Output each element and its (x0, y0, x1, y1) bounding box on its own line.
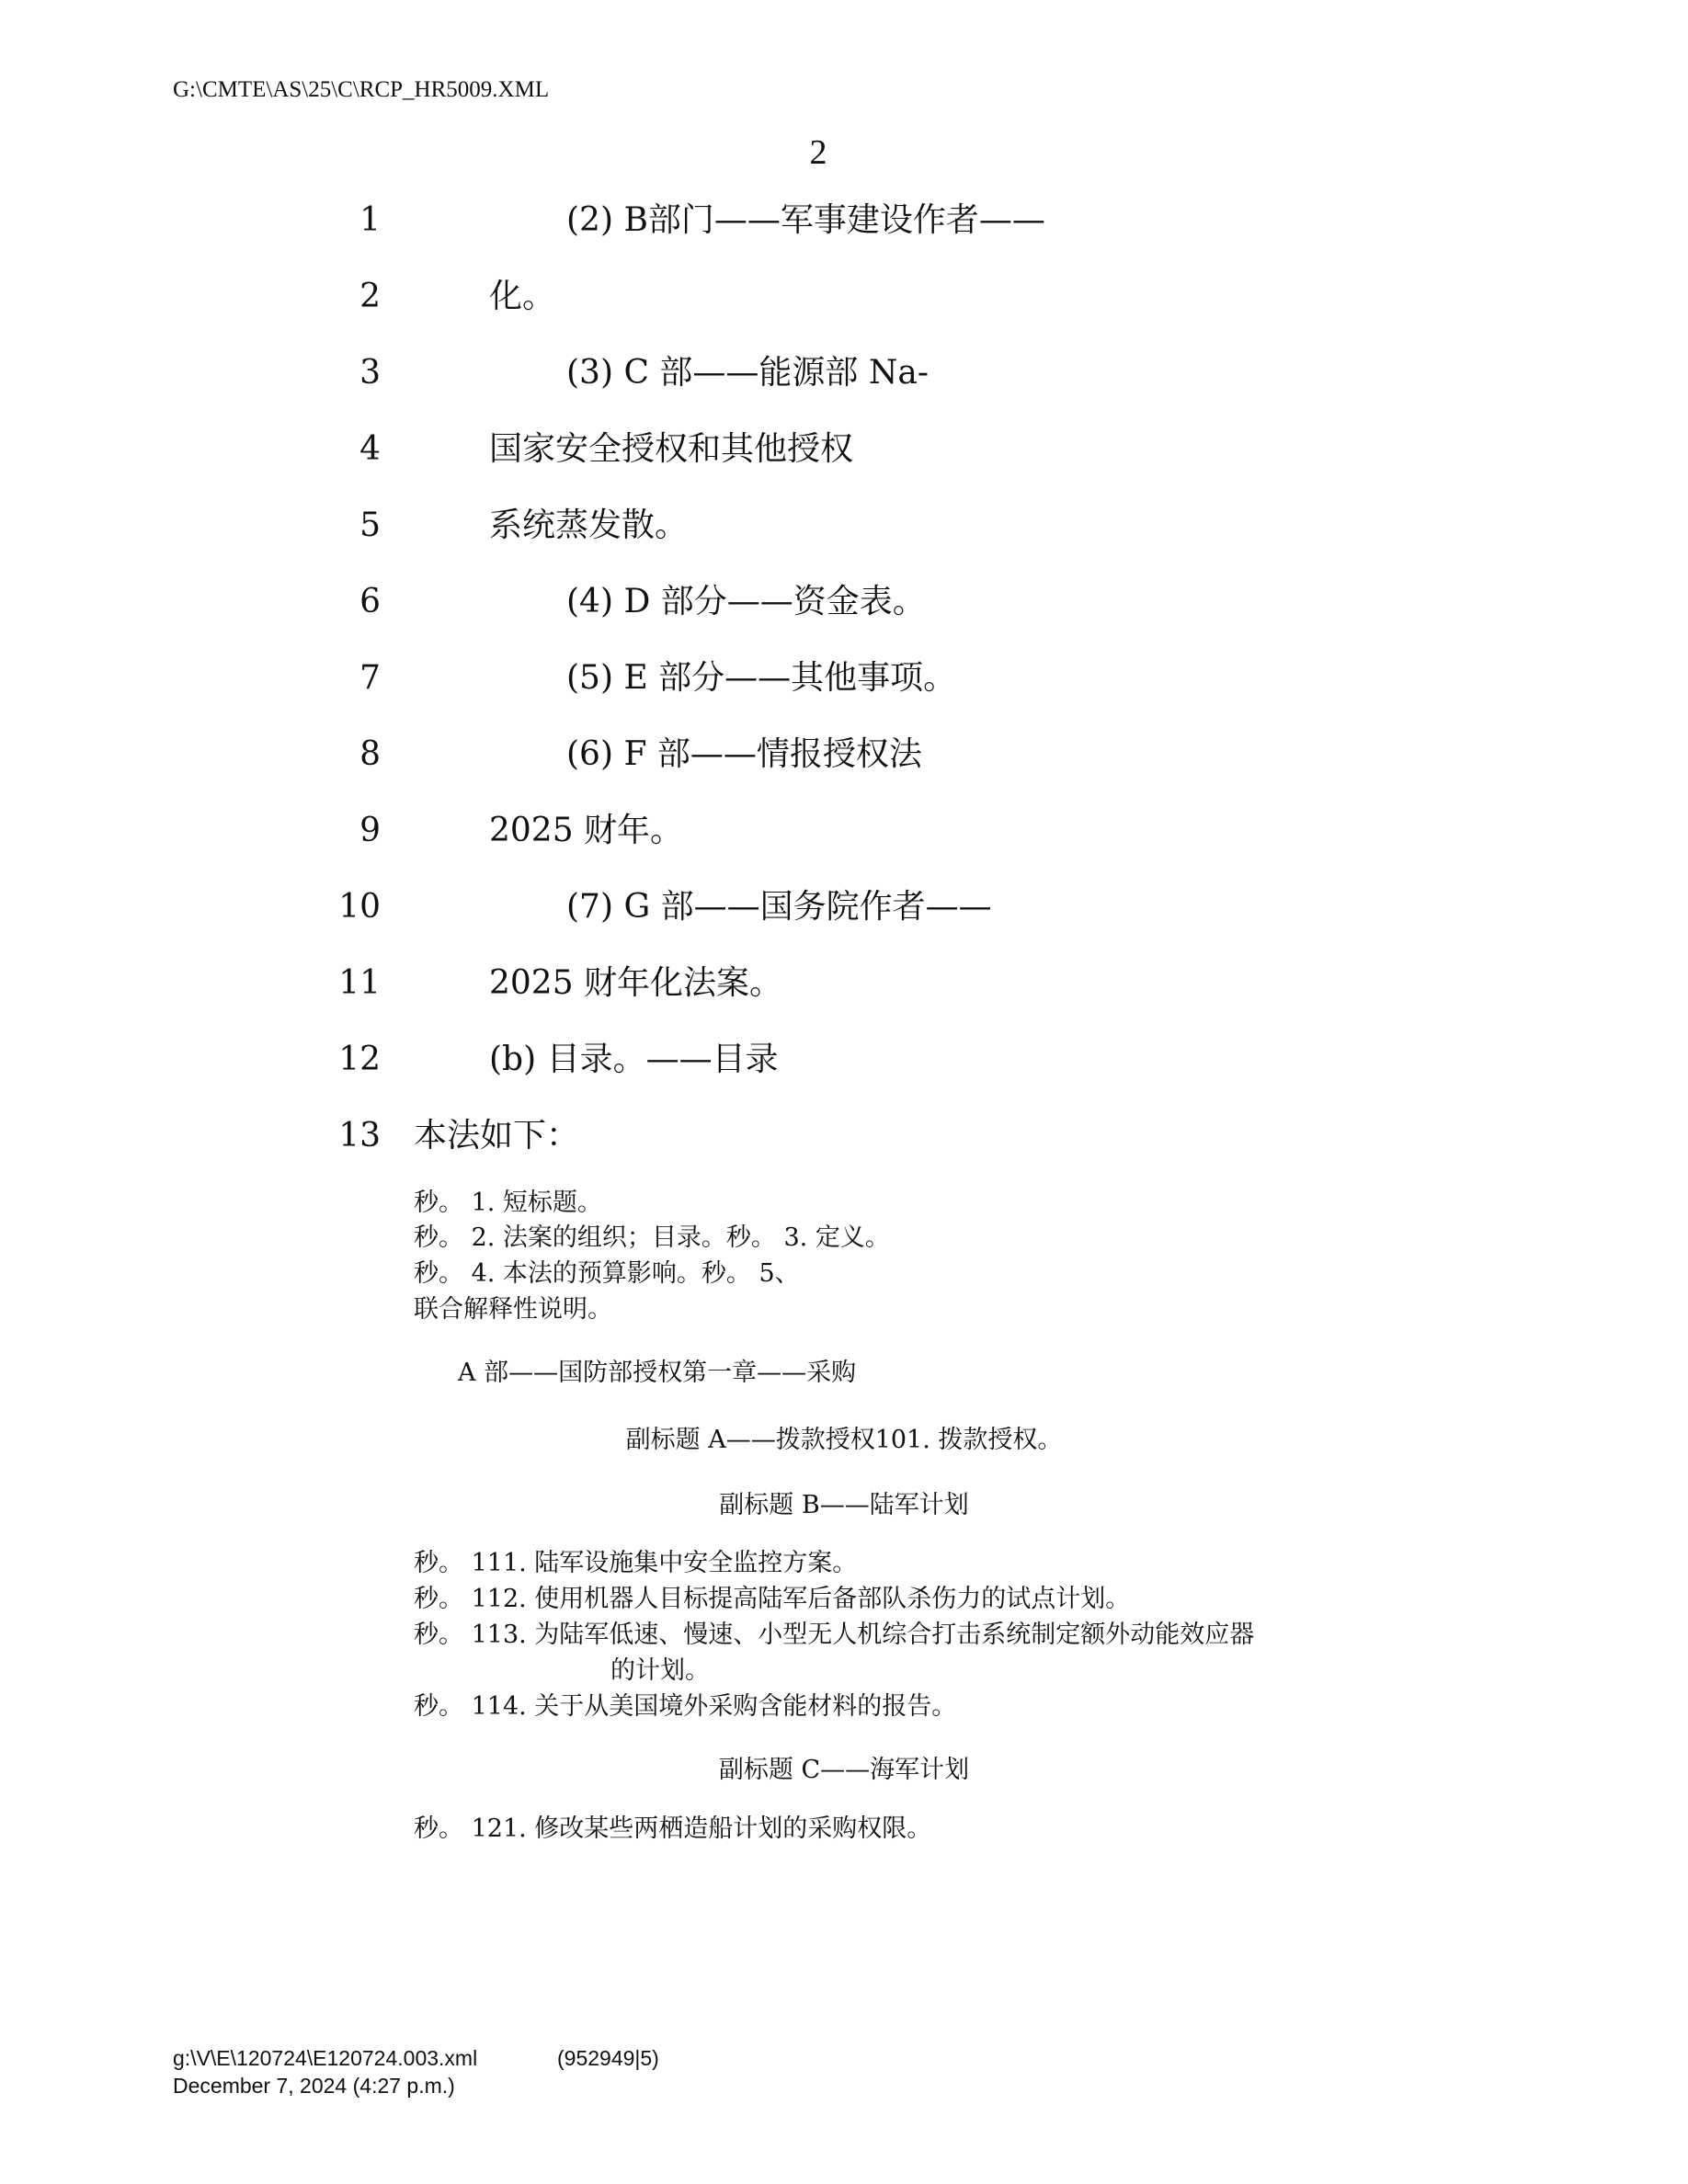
toc-division-heading: A 部——国防部授权第一章——采购 (458, 1359, 857, 1387)
footer-document-id: (952949|5) (557, 2046, 659, 2070)
line-number: 5 (359, 506, 381, 544)
line-number: 8 (359, 735, 381, 773)
toc-entry: 秒。 111. 陆军设施集中安全监控方案。 (414, 1549, 858, 1577)
line-text: 国家安全授权和其他授权 (489, 430, 854, 468)
footer-file-path: g:\V\E\120724\E120724.003.xml (173, 2046, 478, 2070)
toc-entry: 秒。 1. 短标题。 (414, 1189, 602, 1217)
toc-subtitle-a: 副标题 A——拨款授权101. 拨款授权。 (625, 1426, 1063, 1454)
line-number: 12 (338, 1041, 381, 1078)
toc-entry: 秒。 121. 修改某些两栖造船计划的采购权限。 (414, 1814, 932, 1843)
line-text: (6) F 部——情报授权法 (566, 735, 922, 773)
toc-entry: 联合解释性说明。 (414, 1295, 612, 1324)
toc-entry: 秒。 114. 关于从美国境外采购含能材料的报告。 (414, 1692, 957, 1721)
line-text: (b) 目录。——目录 (489, 1041, 779, 1078)
line-text: 本法如下： (414, 1117, 580, 1155)
line-number: 3 (359, 354, 381, 392)
line-number: 2 (359, 278, 381, 315)
file-path-header: G:\CMTE\AS\25\C\RCP_HR5009.XML (173, 77, 550, 102)
line-number: 1 (359, 201, 381, 239)
footer-date: December 7, 2024 (4:27 p.m.) (173, 2074, 455, 2098)
toc-subtitle-c: 副标题 C——海军计划 (718, 1756, 970, 1784)
line-text: (7) G 部——国务院作者—— (566, 888, 992, 926)
toc-subtitle-b: 副标题 B——陆军计划 (719, 1491, 969, 1519)
line-text: 化。 (489, 278, 556, 315)
line-number: 9 (359, 812, 381, 849)
line-text: 2025 财年化法案。 (489, 964, 783, 1002)
line-number: 6 (359, 583, 381, 620)
line-number: 11 (338, 964, 381, 1002)
line-text: (2) B部门——军事建设作者—— (566, 201, 1045, 239)
toc-entry: 秒。 112. 使用机器人目标提高陆军后备部队杀伤力的试点计划。 (414, 1585, 1131, 1613)
toc-entry: 秒。 4. 本法的预算影响。秒。 5、 (414, 1259, 800, 1288)
line-text: (3) C 部——能源部 Na- (566, 354, 929, 392)
line-number: 4 (359, 430, 381, 468)
toc-entry: 秒。 113. 为陆军低速、慢速、小型无人机综合打击系统制定额外动能效应器 (414, 1621, 1255, 1649)
toc-entry-continuation: 的计划。 (610, 1656, 710, 1685)
line-number: 13 (338, 1117, 381, 1155)
page-number: 2 (809, 133, 827, 172)
line-number: 7 (359, 659, 381, 697)
line-text: (5) E 部分——其他事项。 (566, 659, 957, 697)
toc-entry: 秒。 2. 法案的组织；目录。秒。 3. 定义。 (414, 1223, 890, 1252)
line-number: 10 (338, 888, 381, 926)
line-text: 系统蒸发散。 (489, 506, 689, 544)
line-text: (4) D 部分——资金表。 (566, 583, 926, 620)
line-text: 2025 财年。 (489, 812, 684, 849)
